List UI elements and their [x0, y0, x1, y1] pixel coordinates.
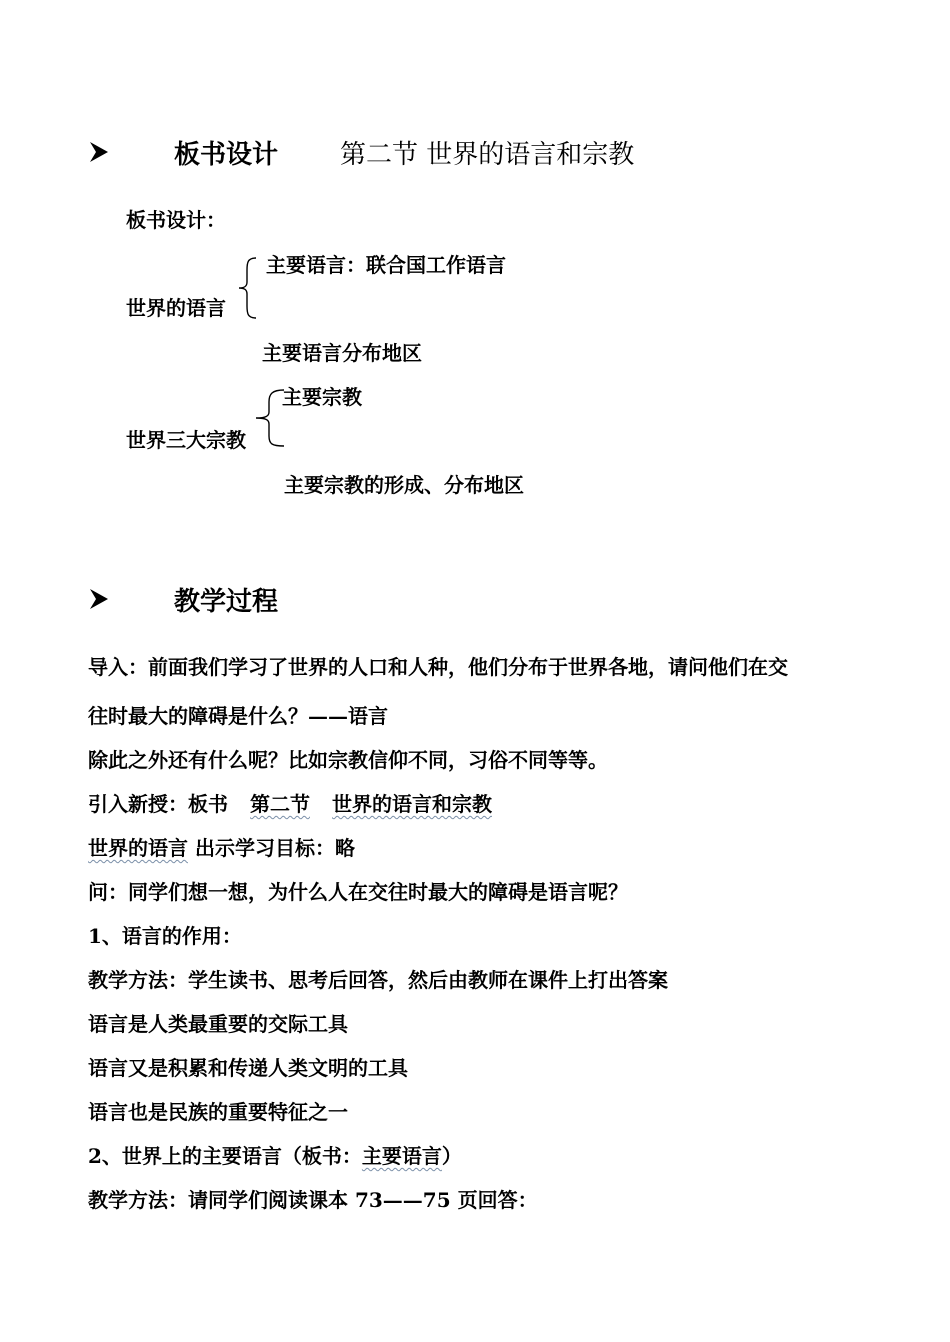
- religion-branch-2: 主要宗教的形成、分布地区: [284, 473, 524, 497]
- world-language-underlined: 世界的语言: [88, 836, 188, 860]
- world-language-line: [88, 832, 355, 861]
- religion-topic: 世界三大宗教: [126, 428, 246, 452]
- language-role-1: 语言是人类最重要的交际工具: [88, 1012, 348, 1036]
- learning-goal-text: 出示学习目标：略: [188, 836, 355, 860]
- item-1-heading: 1、语言的作用：: [88, 924, 242, 948]
- main-language-underlined: 主要语言: [361, 1144, 442, 1168]
- language-branch-1: 主要语言：联合国工作语言: [266, 253, 506, 277]
- section-name-underlined: 世界的语言和宗教: [332, 792, 492, 816]
- bullet-arrow-icon: [88, 140, 110, 164]
- method-line-1: 教学方法：学生读书、思考后回答，然后由教师在课件上打出答案: [88, 968, 668, 992]
- left-brace-icon: [252, 388, 286, 448]
- new-lesson-label: 引入新授：板书: [88, 792, 228, 816]
- section-number-underlined: 第二节: [250, 792, 310, 816]
- language-role-2: 语言又是积累和传递人类文明的工具: [88, 1056, 408, 1080]
- intro-line-3: 除此之外还有什么呢？比如宗教信仰不同，习俗不同等等。: [88, 748, 608, 772]
- item-2-close: ）: [441, 1144, 462, 1168]
- method-line-2: 教学方法：请同学们阅读课本 73——75 页回答：: [88, 1188, 538, 1212]
- language-role-3: 语言也是民族的重要特征之一: [88, 1100, 348, 1124]
- lesson-subtitle: 第二节 世界的语言和宗教: [340, 140, 635, 170]
- language-branch-2: 主要语言分布地区: [262, 341, 422, 365]
- question-line: 问：同学们想一想，为什么人在交往时最大的障碍是语言呢？: [88, 880, 628, 904]
- religion-branch-1: 主要宗教: [282, 385, 362, 409]
- board-design-label: 板书设计：: [126, 208, 226, 232]
- item-2-text: 2、世界上的主要语言（板书：: [88, 1144, 362, 1168]
- item-2-heading: [88, 1140, 462, 1169]
- intro-line-2: 往时最大的障碍是什么？——语言: [88, 704, 388, 728]
- intro-line-1: 导入：前面我们学习了世界的人口和人种，他们分布于世界各地，请问他们在交: [88, 655, 788, 679]
- new-lesson-line: [88, 788, 492, 817]
- language-topic: 世界的语言: [126, 296, 226, 320]
- bullet-arrow-icon: [88, 587, 110, 611]
- left-brace-icon: [236, 256, 258, 320]
- section-title-board-design: 板书设计: [174, 140, 279, 170]
- section-title-teaching-process: 教学过程: [174, 587, 279, 617]
